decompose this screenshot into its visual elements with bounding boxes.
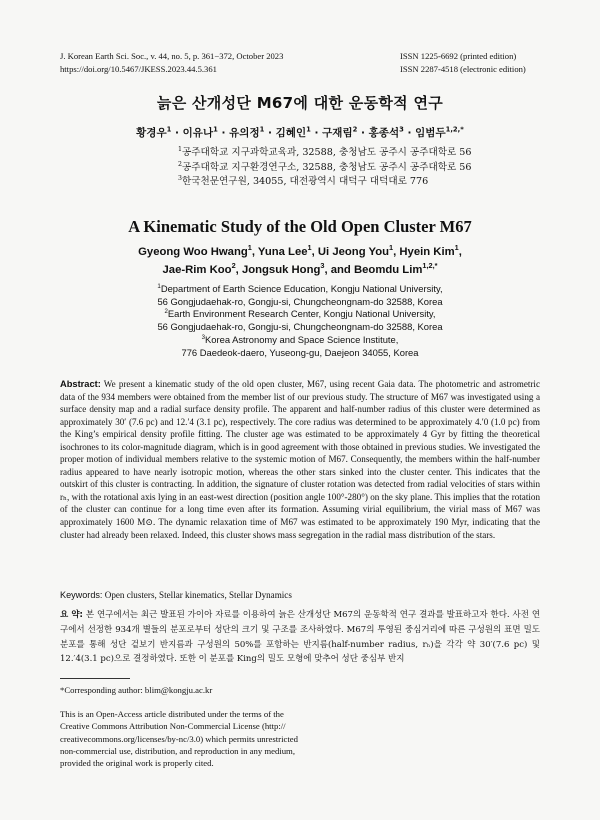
issn-block — [400, 50, 526, 76]
corresponding-author: *Corresponding author: blim@kongju.ac.kr — [60, 685, 213, 695]
author-separator: , — [324, 264, 331, 276]
license-notice — [60, 708, 310, 769]
korean-summary-label: 요 약: — [60, 610, 83, 620]
english-authors — [0, 243, 600, 279]
journal-header — [60, 50, 283, 76]
affiliation-text: 776 Daedeok-daero, Yuseong-gu, Daejeon 34055, Korea — [181, 346, 419, 358]
author-name: 김혜인 — [275, 127, 307, 139]
abstract — [60, 378, 540, 541]
affiliation-text: 공주대학교 지구과학교육과, 32588, 충청남도 공주시 공주대학로 56 — [181, 147, 472, 158]
english-authors-line-1 — [0, 243, 600, 261]
author-name: Hyein Kim — [399, 246, 455, 258]
license-line: non-commercial use, distribution, and reproduction in any medium, — [60, 745, 295, 756]
abstract-label: Abstract: — [60, 379, 101, 389]
affiliation-text: 56 Gongjudaehak-ro, Gongju-si, Chungcheongnam-do 32588, Korea — [157, 295, 443, 307]
author-affiliation-mark: 2 — [231, 261, 236, 271]
author-affiliation-mark: 2 — [352, 125, 358, 134]
affiliation-mark: 2 — [164, 308, 168, 316]
affiliation-line — [178, 146, 472, 161]
keywords — [60, 589, 540, 601]
affiliation-mark: 1 — [157, 282, 161, 290]
author-affiliation-mark: 1,2,* — [422, 261, 438, 271]
author-separator: , — [458, 246, 462, 258]
author-affiliation-mark: 1 — [166, 125, 172, 134]
affiliation-line — [0, 334, 600, 347]
issn-print: ISSN 1225-6692 (printed edition) — [400, 51, 517, 61]
author-affiliation-mark: 3 — [320, 261, 325, 271]
author-name: Beomdu Lim — [353, 264, 423, 276]
author-separator: · — [217, 127, 230, 139]
korean-summary-text: 본 연구에서는 최근 발표된 가이아 자료를 이용하여 늙은 산개성단 M67의 운동학적 연구 결과를 발표하고자 한다. 사전 연구에서 선정한 934개 별들의 분포로부터 성단의 크기 및 구조를 조사하였다. M67의 투영된 중심거리에 따른 구성원의 표면 밀도 분포를 통해 성단 겉보기 반지름과 구성원의 50%를 포함하는 반지름(half-number radius, rₕ)을 각각 약 30′(7.6 pc) 및 12.′4(3.1 pc)으로 결정하였다. 또한 이 분포를 King의 밀도 모형에 맞추어 성단 중심부 반지 — [60, 610, 540, 665]
footnote-divider — [60, 678, 130, 679]
author-name: 이유나 — [182, 127, 214, 139]
license-line: This is an Open-Access article distributed under the terms of the — [60, 709, 284, 719]
author-separator: · — [403, 127, 416, 139]
affiliation-mark: 1 — [178, 145, 182, 153]
author-separator: , — [251, 246, 258, 258]
author-name: 홍종석 — [368, 127, 400, 139]
english-affiliations — [0, 283, 600, 359]
author-separator: · — [264, 127, 276, 139]
korean-summary — [60, 608, 540, 668]
korean-title: 늙은 산개성단 M67에 대한 운동학적 연구 — [156, 94, 444, 112]
license-line: Creative Commons Attribution Non-Commercial License (http:// — [60, 721, 286, 732]
author-name: Yuna Lee — [257, 246, 308, 258]
author-affiliation-mark: 1 — [259, 125, 265, 134]
author-affiliation-mark: 1 — [454, 243, 459, 253]
author-affiliation-mark: 1,2,* — [445, 125, 464, 134]
affiliation-line — [0, 296, 600, 309]
author-and: and — [330, 264, 354, 276]
author-affiliation-mark: 1 — [307, 243, 312, 253]
korean-affiliations — [178, 146, 472, 190]
affiliation-mark: 3 — [178, 174, 182, 182]
author-name: 구재림 — [322, 127, 353, 139]
author-name: 임범두 — [415, 127, 446, 139]
affiliation-text: 56 Gongjudaehak-ro, Gongju-si, Chungcheongnam-do 32588, Korea — [157, 321, 443, 333]
author-separator: , — [311, 246, 318, 258]
author-name: 황경우 — [136, 127, 167, 139]
affiliation-text: 공주대학교 지구환경연구소, 32588, 충청남도 공주시 공주대학로 56 — [181, 161, 472, 173]
author-affiliation-mark: 1 — [306, 125, 311, 134]
author-name: Ui Jeong You — [317, 246, 390, 258]
license-line: provided the original work is properly cited. — [60, 758, 214, 769]
affiliation-line — [0, 308, 600, 321]
issn-electronic: ISSN 2287-4518 (electronic edition) — [400, 64, 526, 74]
english-authors-line-2 — [0, 261, 600, 279]
author-affiliation-mark: 1 — [389, 243, 394, 253]
journal-citation: J. Korean Earth Sci. Soc., v. 44, no. 5, p. 361−372, October 2023 — [60, 51, 284, 61]
license-line: creativecommons.org/licenses/by-nc/3.0) which permits unrestricted — [60, 733, 298, 744]
korean-authors — [0, 125, 600, 140]
affiliation-text: Earth Environment Research Center, Kongju National University, — [167, 308, 436, 320]
keywords-text: Open clusters, Stellar kinematics, Stellar Dynamics — [104, 590, 292, 600]
doi-link[interactable]: https://doi.org/10.5467/JKESS.2023.44.5.361 — [60, 64, 217, 74]
keywords-label: Keywords: — [60, 590, 103, 600]
author-affiliation-mark: 3 — [399, 125, 404, 134]
affiliation-line — [0, 283, 600, 296]
english-title: A Kinematic Study of the Old Open Cluster M67 — [128, 217, 472, 236]
affiliation-mark: 3 — [201, 333, 206, 341]
affiliation-line — [178, 161, 472, 176]
affiliation-text: Department of Earth Science Education, Kongju National University, — [160, 283, 443, 294]
author-separator: , — [235, 264, 242, 276]
affiliation-text: Korea Astronomy and Space Science Institute, — [205, 333, 399, 345]
author-affiliation-mark: 1 — [247, 243, 252, 253]
author-name: 유의정 — [229, 127, 260, 139]
author-separator: , — [393, 246, 400, 258]
author-name: Jongsuk Hong — [241, 264, 321, 276]
abstract-text: We present a kinematic study of the old open cluster, M67, using recent Gaia data. The photometric and astrometric data of the 934 members were obtained from the member list of our previous study. The structure of M67 was investigated using a surface density map and a radial surface density profile. The apparent and half-number radius of this cluster were determined as approximately 30′ (7.6 pc) and 12.′4 (3.1 pc), respectively. The core radius was determined to be approximately 4.′0 (1.0 pc) from the King’s empirical density profile fitting. The cluster age was estimated to be approximately 4 Gyr by fitting the theoretical isochrones to its color-magnitude diagram, which is in good agreement with those obtained in previous studies. We investigated the proper motion of individual members relative to the systemic motion of M67. Consequently, the members within the half-number radius appeared to have nearly isotropic motion, whereas the other stars sinked into the cluster center. This indicates that the outskirt of this cluster is contracting. In addition, the signature of cluster rotation was detected from radial velocities of stars within rₕ, with the rotational axis lying in an east-west direction (position angle 100°-280°) on the sky plane. This implies that the rotation of the cluster can continue for a long time even after its formation. Assuming virial equilibrium, the virial mass of M67 was approximately 1600 M⊙. The dynamic relaxation time of M67 was estimated to be approximately 190 Myr, indicating that the cluster had already been relaxed. Indeed, this cluster shows mass segregation in the radial mass distribution of the stars. — [60, 379, 541, 540]
author-separator: · — [357, 127, 369, 139]
affiliation-line — [0, 347, 600, 360]
author-name: Jae-Rim Koo — [162, 264, 232, 276]
author-separator: · — [171, 127, 183, 139]
author-affiliation-mark: 1 — [213, 125, 218, 134]
affiliation-mark: 2 — [178, 160, 182, 168]
affiliation-line — [178, 175, 472, 190]
affiliation-line — [0, 321, 600, 334]
author-name: Gyeong Woo Hwang — [138, 246, 248, 258]
author-separator: · — [310, 127, 323, 139]
affiliation-text: 한국천문연구원, 34055, 대전광역시 대덕구 대덕대로 776 — [181, 176, 429, 187]
